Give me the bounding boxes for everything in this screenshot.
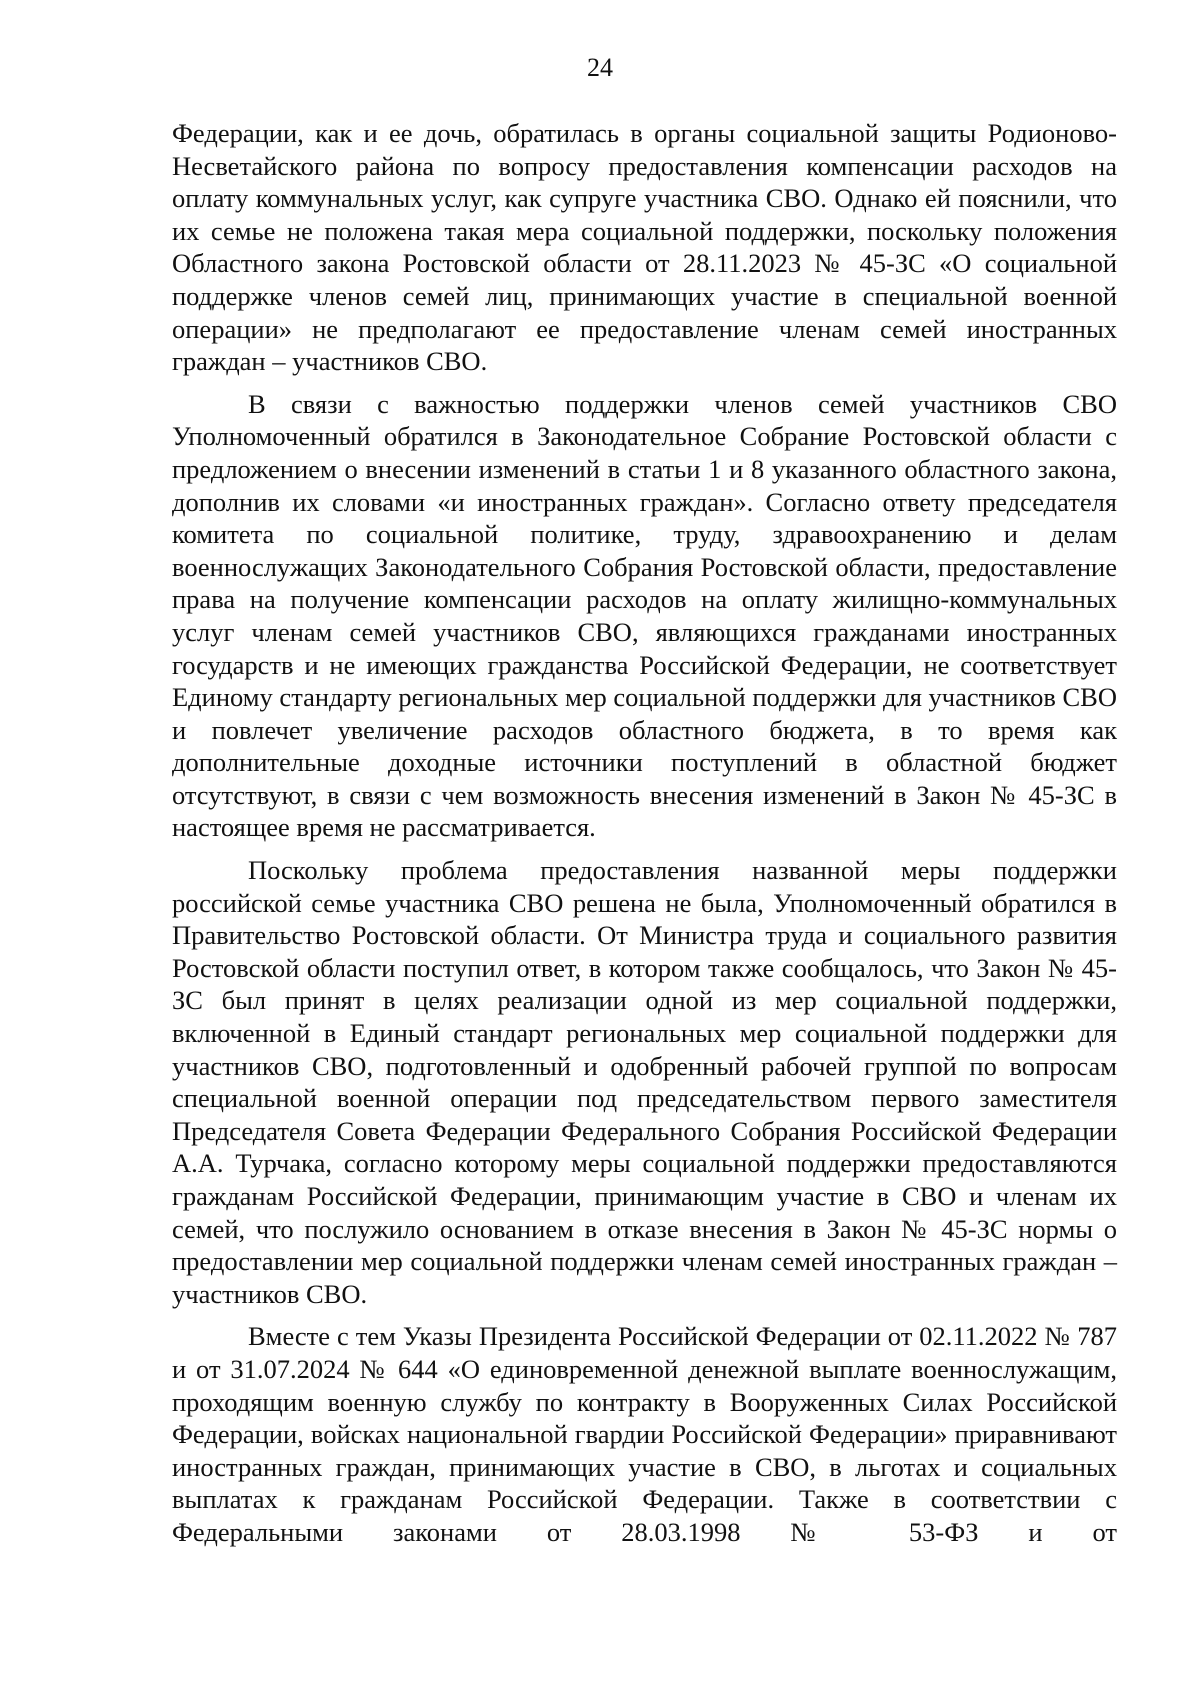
paragraph-government-appeal: Поскольку проблема предоставления названной меры поддержки российской семье участника СВО решена не была, Уполномоченный обратился в Правительство Ростовской области. От Министра труда и социального развития Ростовской области поступил ответ, в котором также сообщалось, что Закон № 45-ЗС был принят в целях реализации одной из мер социальной поддержки, включенной в Единый стандарт региональных мер социальной поддержки для участников СВО, подготовленный и одобренный рабочей группой по вопросам специальной военной операции под председательством первого заместителя Председателя Совета Федерации Федерального Собрания Российской Федерации А.А. Турчака, согласно которому меры социальной поддержки предоставляются гражданам Российской Федерации, принимающим участие в СВО и членам их семей, что послужило основанием в отказе внесения в Закон № 45-ЗС нормы о предоставлении мер социальной поддержки членам семей иностранных граждан – участников СВО. bbox=[172, 855, 1117, 1309]
paragraph-legislative-assembly-appeal: В связи с важностью поддержки членов семей участников СВО Уполномоченный обратился в Законодательное Собрание Ростовской области с предложением о внесении изменений в статьи 1 и 8 указанного областного закона, дополнив их словами «и иностранных граждан». Согласно ответу председателя комитета по социальной политике, труду, здравоохранению и делам военнослужащих Законодательного Собрания Ростовской области, предоставление права на получение компенсации расходов на оплату жилищно-коммунальных услуг членам семей участников СВО, являющихся гражданами иностранных государств и не имеющих гражданства Российской Федерации, не соответствует Единому стандарту региональных мер социальной поддержки для участников СВО и повлечет увеличение расходов областного бюджета, в то время как дополнительные доходные источники поступлений в областной бюджет отсутствуют, в связи с чем возможность внесения изменений в Закон № 45-ЗС в настоящее время не рассматривается. bbox=[172, 388, 1117, 843]
paragraph-presidential-decrees: Вместе с тем Указы Президента Российской Федерации от 02.11.2022 № 787 и от 31.07.2024 № 644 «О единовременной денежной выплате военнослужащим, проходящим военную службу по контракту в Вооруженных Силах Российской Федерации, войсках национальной гвардии Российской Федерации» приравнивают иностранных граждан, принимающих участие в СВО, в льготах и социальных выплатах к гражданам Российской Федерации. Также в соответствии с Федеральными законами от 28.03.1998 № 53-ФЗ и от bbox=[172, 1321, 1117, 1547]
document-body bbox=[172, 117, 1117, 1549]
page-number: 24 bbox=[587, 53, 613, 82]
paragraph-continuation: Федерации, как и ее дочь, обратилась в органы социальной защиты Родионово-Несветайского района по вопросу предоставления компенсации расходов на оплату коммунальных услуг, как супруге участника СВО. Однако ей пояснили, что их семье не положена такая мера социальной поддержки, поскольку положения Областного закона Ростовской области от 28.11.2023 № 45-ЗС «О социальной поддержке членов семей лиц, принимающих участие в специальной военной операции» не предполагают ее предоставление членам семей иностранных граждан – участников СВО. bbox=[172, 118, 1117, 377]
